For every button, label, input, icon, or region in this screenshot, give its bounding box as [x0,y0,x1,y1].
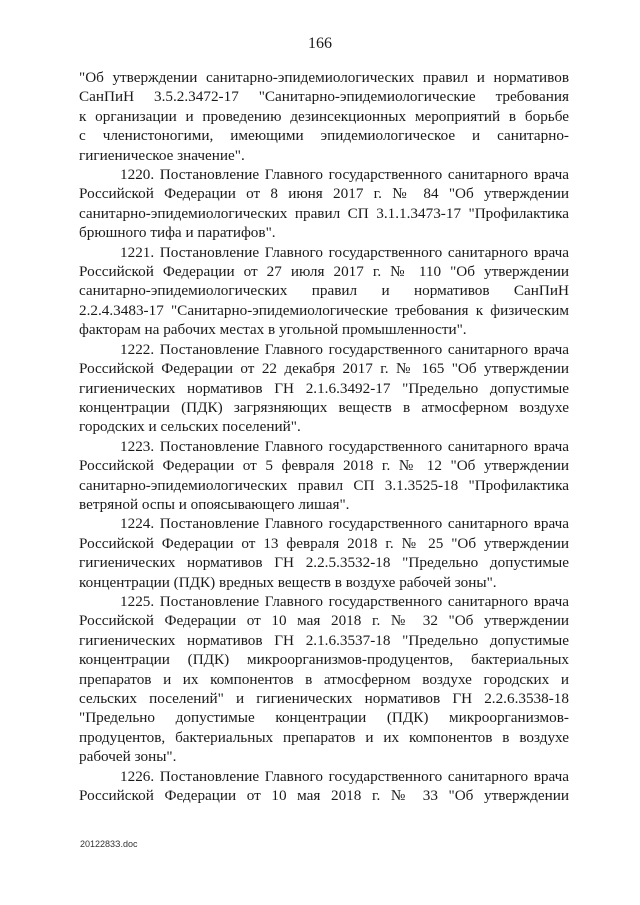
text-line: факторам на рабочих местах в угольной промышленности". [79,321,467,339]
text-line: гигиеническое значение". [79,146,245,164]
text-line: СанПиН 3.5.2.3472-17 "Санитарно-эпидемиологические требования [79,88,569,106]
text-line: Российской Федерации от 27 июля 2017 г. № 110 "Об утверждении [79,263,569,281]
text-line: ветряной оспы и опоясывающего лишая". [79,495,350,513]
text-line: санитарно-эпидемиологических правил СП 3.1.3525-18 "Профилактика [79,476,569,494]
text-line: Российской Федерации от 13 февраля 2018 г. № 25 "Об утверждении [79,534,569,552]
text-line: гигиенических нормативов ГН 2.1.6.3537-18 "Предельно допустимые [79,631,569,649]
text-line: "Об утверждении санитарно-эпидемиологических правил и нормативов [79,69,569,86]
text-line: Российской Федерации от 5 февраля 2018 г. № 12 "Об утверждении [79,457,569,475]
text-line: 1226. Постановление Главного государственного санитарного врача [120,767,569,785]
text-line: 1223. Постановление Главного государственного санитарного врача [120,437,569,455]
paragraph-continuation [79,68,569,165]
text-line: Российской Федерации от 8 июня 2017 г. № 84 "Об утверждении [79,185,569,203]
text-line: санитарно-эпидемиологических правил и нормативов СанПиН [79,282,569,300]
text-line: Российской Федерации от 10 мая 2018 г. № 33 "Об утверждении [79,787,569,805]
paragraph-1223 [79,437,569,515]
paragraph-1222 [79,340,569,437]
text-line: рабочей зоны". [79,748,177,766]
page-number: 166 [308,35,332,52]
text-line: 1221. Постановление Главного государственного санитарного врача [120,243,569,261]
text-line: препаратов и их компонентов в атмосферном воздухе городских и [79,670,569,688]
text-line: санитарно-эпидемиологических правил СП 3.1.1.3473-17 "Профилактика [79,204,569,222]
text-line: 2.2.4.3483-17 "Санитарно-эпидемиологические требования к физическим [79,301,569,319]
text-line: брюшного тифа и паратифов". [79,224,276,242]
text-line: гигиенических нормативов ГН 2.1.6.3492-17 "Предельно допустимые [79,379,569,397]
text-line: концентрации (ПДК) загрязняющих веществ в атмосферном воздухе [79,398,569,416]
text-line: к организации и проведению дезинсекционных мероприятий в борьбе [79,107,569,125]
text-line: 1225. Постановление Главного государственного санитарного врача [120,592,569,610]
text-line: с членистоногими, имеющими эпидемиологическое и санитарно- [79,127,569,145]
text-line: 1222. Постановление Главного государственного санитарного врача [120,340,569,358]
text-line: Российской Федерации от 10 мая 2018 г. № 32 "Об утверждении [79,612,569,630]
paragraph-1226 [79,767,569,806]
text-line: продуцентов, бактериальных препаратов и их компонентов в воздухе [79,728,569,746]
text-line: сельских поселений" и гигиенических нормативов ГН 2.2.6.3538-18 [79,690,569,707]
text-line: гигиенических нормативов ГН 2.2.5.3532-18 "Предельно допустимые [79,554,569,572]
paragraph-1225 [79,592,569,767]
text-line: 1220. Постановление Главного государственного санитарного врача [120,166,569,184]
text-line: Российской Федерации от 22 декабря 2017 г. № 165 "Об утверждении [79,360,569,378]
paragraph-1224 [79,514,569,592]
text-line: "Предельно допустимые концентрации (ПДК) микроорганизмов- [79,709,569,727]
text-line: концентрации (ПДК) микроорганизмов-продуцентов, бактериальных [79,651,569,669]
document-body [79,68,569,805]
text-line: городских и сельских поселений". [79,418,301,436]
paragraph-1220 [79,165,569,243]
text-line: концентрации (ПДК) вредных веществ в воздухе рабочей зоны". [79,573,497,591]
text-line: 1224. Постановление Главного государственного санитарного врача [120,515,569,533]
paragraph-1221 [79,243,569,340]
footer-filename: 2012283З.doc [80,839,138,849]
